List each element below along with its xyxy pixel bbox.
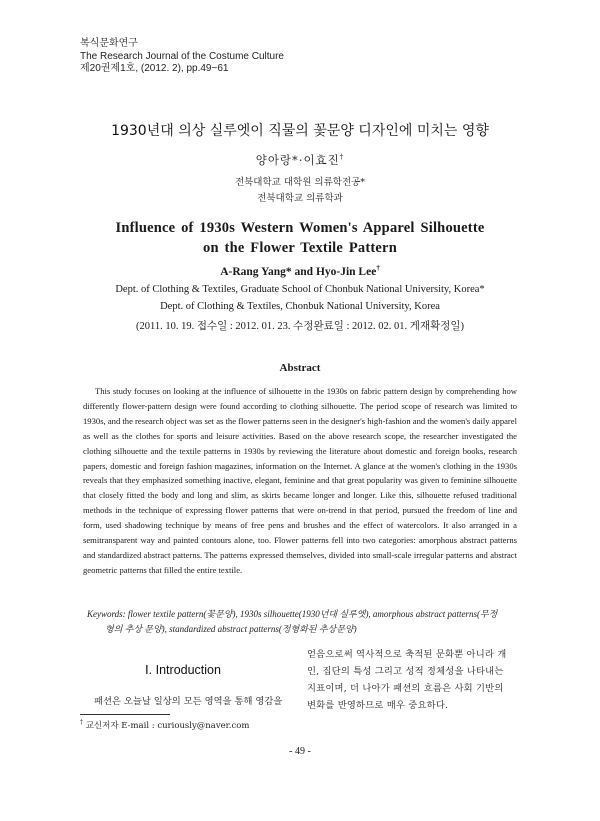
right-column-line: 인, 집단의 특성 그리고 성적 정체성을 나타내는	[307, 666, 504, 677]
title-english-line-2: on the Flower Textile Pattern	[203, 240, 397, 256]
keywords	[87, 607, 517, 637]
corresponding-mark-kr: †	[339, 153, 345, 162]
introduction-heading: Ⅰ. Introduction	[145, 663, 221, 677]
affiliation-english-1: Dept. of Clothing & Textiles, Graduate School of Chonbuk National University, Korea*	[115, 284, 485, 295]
introduction-right-column	[307, 646, 522, 714]
abstract-body: This study focuses on looking at the influence of silhouette in the 1930s on fabric pattern design by comprehending how differently flower-pattern design were found according to clothing silhouette. The period scope of research was limited to 1930s, and the research object was set as the flower patterns seen in the designer's high-fashion and the women's daily apparel as well as the clothes for sports and leisure activities. Based on the above research scope, the researcher investigated the clothing silhouette and the textile patterns in 1930s by reviewing the literature about domestic and foreign books, research papers, domestic and foreign fashion magazines, information on the Internet. A glance at the women's clothing in the 1930s reveals that they emphasized something inactive, elegant, feminine and that great popularity was given to feminine silhouette that closely fitted the body and long and slim, as skirts became longer and longer. Like this, silhouette refused traditional methods in the technique of expressing flower patterns that were on-trend in that period, pursued the freedom of line and form, used shadowing technique by means of free pens and brushes and the effect of watercolors. It also arranged in a semitransparent way and painted contours alone, too. Flower patterns fell into two categories: amorphous abstract patterns and standardized abstract patterns. The patterns expressed themselves, divided into small-scale irregular patterns and abstract geometric patterns that filled the entire textile.	[83, 386, 517, 575]
authors-korean-names: 양아랑*·이효진	[255, 153, 340, 167]
title-korean: 1930년대 의상 실루엣이 직물의 꽃문양 디자인에 미치는 영향	[111, 123, 489, 139]
footnote-divider	[80, 714, 170, 715]
affiliation-english-2: Dept. of Clothing & Textiles, Chonbuk National University, Korea	[160, 301, 440, 312]
introduction-left-column: 패션은 오늘날 일상의 모든 영역을 통해 영감을	[94, 696, 283, 707]
footnote-mark: †	[80, 719, 83, 726]
corresponding-mark-en: †	[376, 264, 380, 272]
journal-issue: 제20권제1호, (2012. 2), pp.49~61	[80, 63, 229, 74]
journal-header	[80, 38, 284, 76]
right-column-line: 변화를 반영하므로 매우 중요하다.	[307, 700, 449, 711]
footnote-text: 교신저자 E-mail : curiously@naver.com	[85, 721, 250, 731]
submission-dates: (2011. 10. 19. 접수일 : 2012. 01. 23. 수정완료일 : 2012. 02. 01. 게재확정일)	[135, 321, 465, 332]
affiliation-korean-1: 전북대학교 대학원 의류학전공*	[234, 177, 366, 188]
title-english-line-1: Influence of 1930s Western Women's Apparel Silhouette	[115, 220, 485, 236]
affiliation-korean-2: 전북대학교 의류학과	[257, 193, 343, 204]
authors-korean	[0, 152, 600, 168]
authors-english-names: A-Rang Yang* and Hyo-Jin Lee	[220, 265, 377, 278]
keywords-line-1: Keywords: flower textile pattern(꽃문양), 1930s silhouette(1930년대 실루엣), amorphous abstract patterns(무정	[87, 609, 498, 619]
page-number: - 49 -	[289, 746, 311, 757]
abstract-heading: Abstract	[279, 362, 321, 374]
journal-name-kr: 복식문화연구	[80, 38, 138, 49]
right-column-line: 지표이며, 더 나아가 패션의 흐름은 사회 기반의	[307, 683, 504, 694]
journal-name-en: The Research Journal of the Costume Culture	[80, 50, 284, 62]
authors-english	[0, 264, 600, 278]
footnote	[80, 719, 249, 731]
title-english	[0, 218, 600, 258]
right-column-line: 얻음으로써 역사적으로 축적된 문화뿐 아니라 개	[307, 649, 507, 660]
keywords-line-2: 형의 추상 문양), standardized abstract patterns(정형화된 추상문양)	[105, 624, 357, 634]
